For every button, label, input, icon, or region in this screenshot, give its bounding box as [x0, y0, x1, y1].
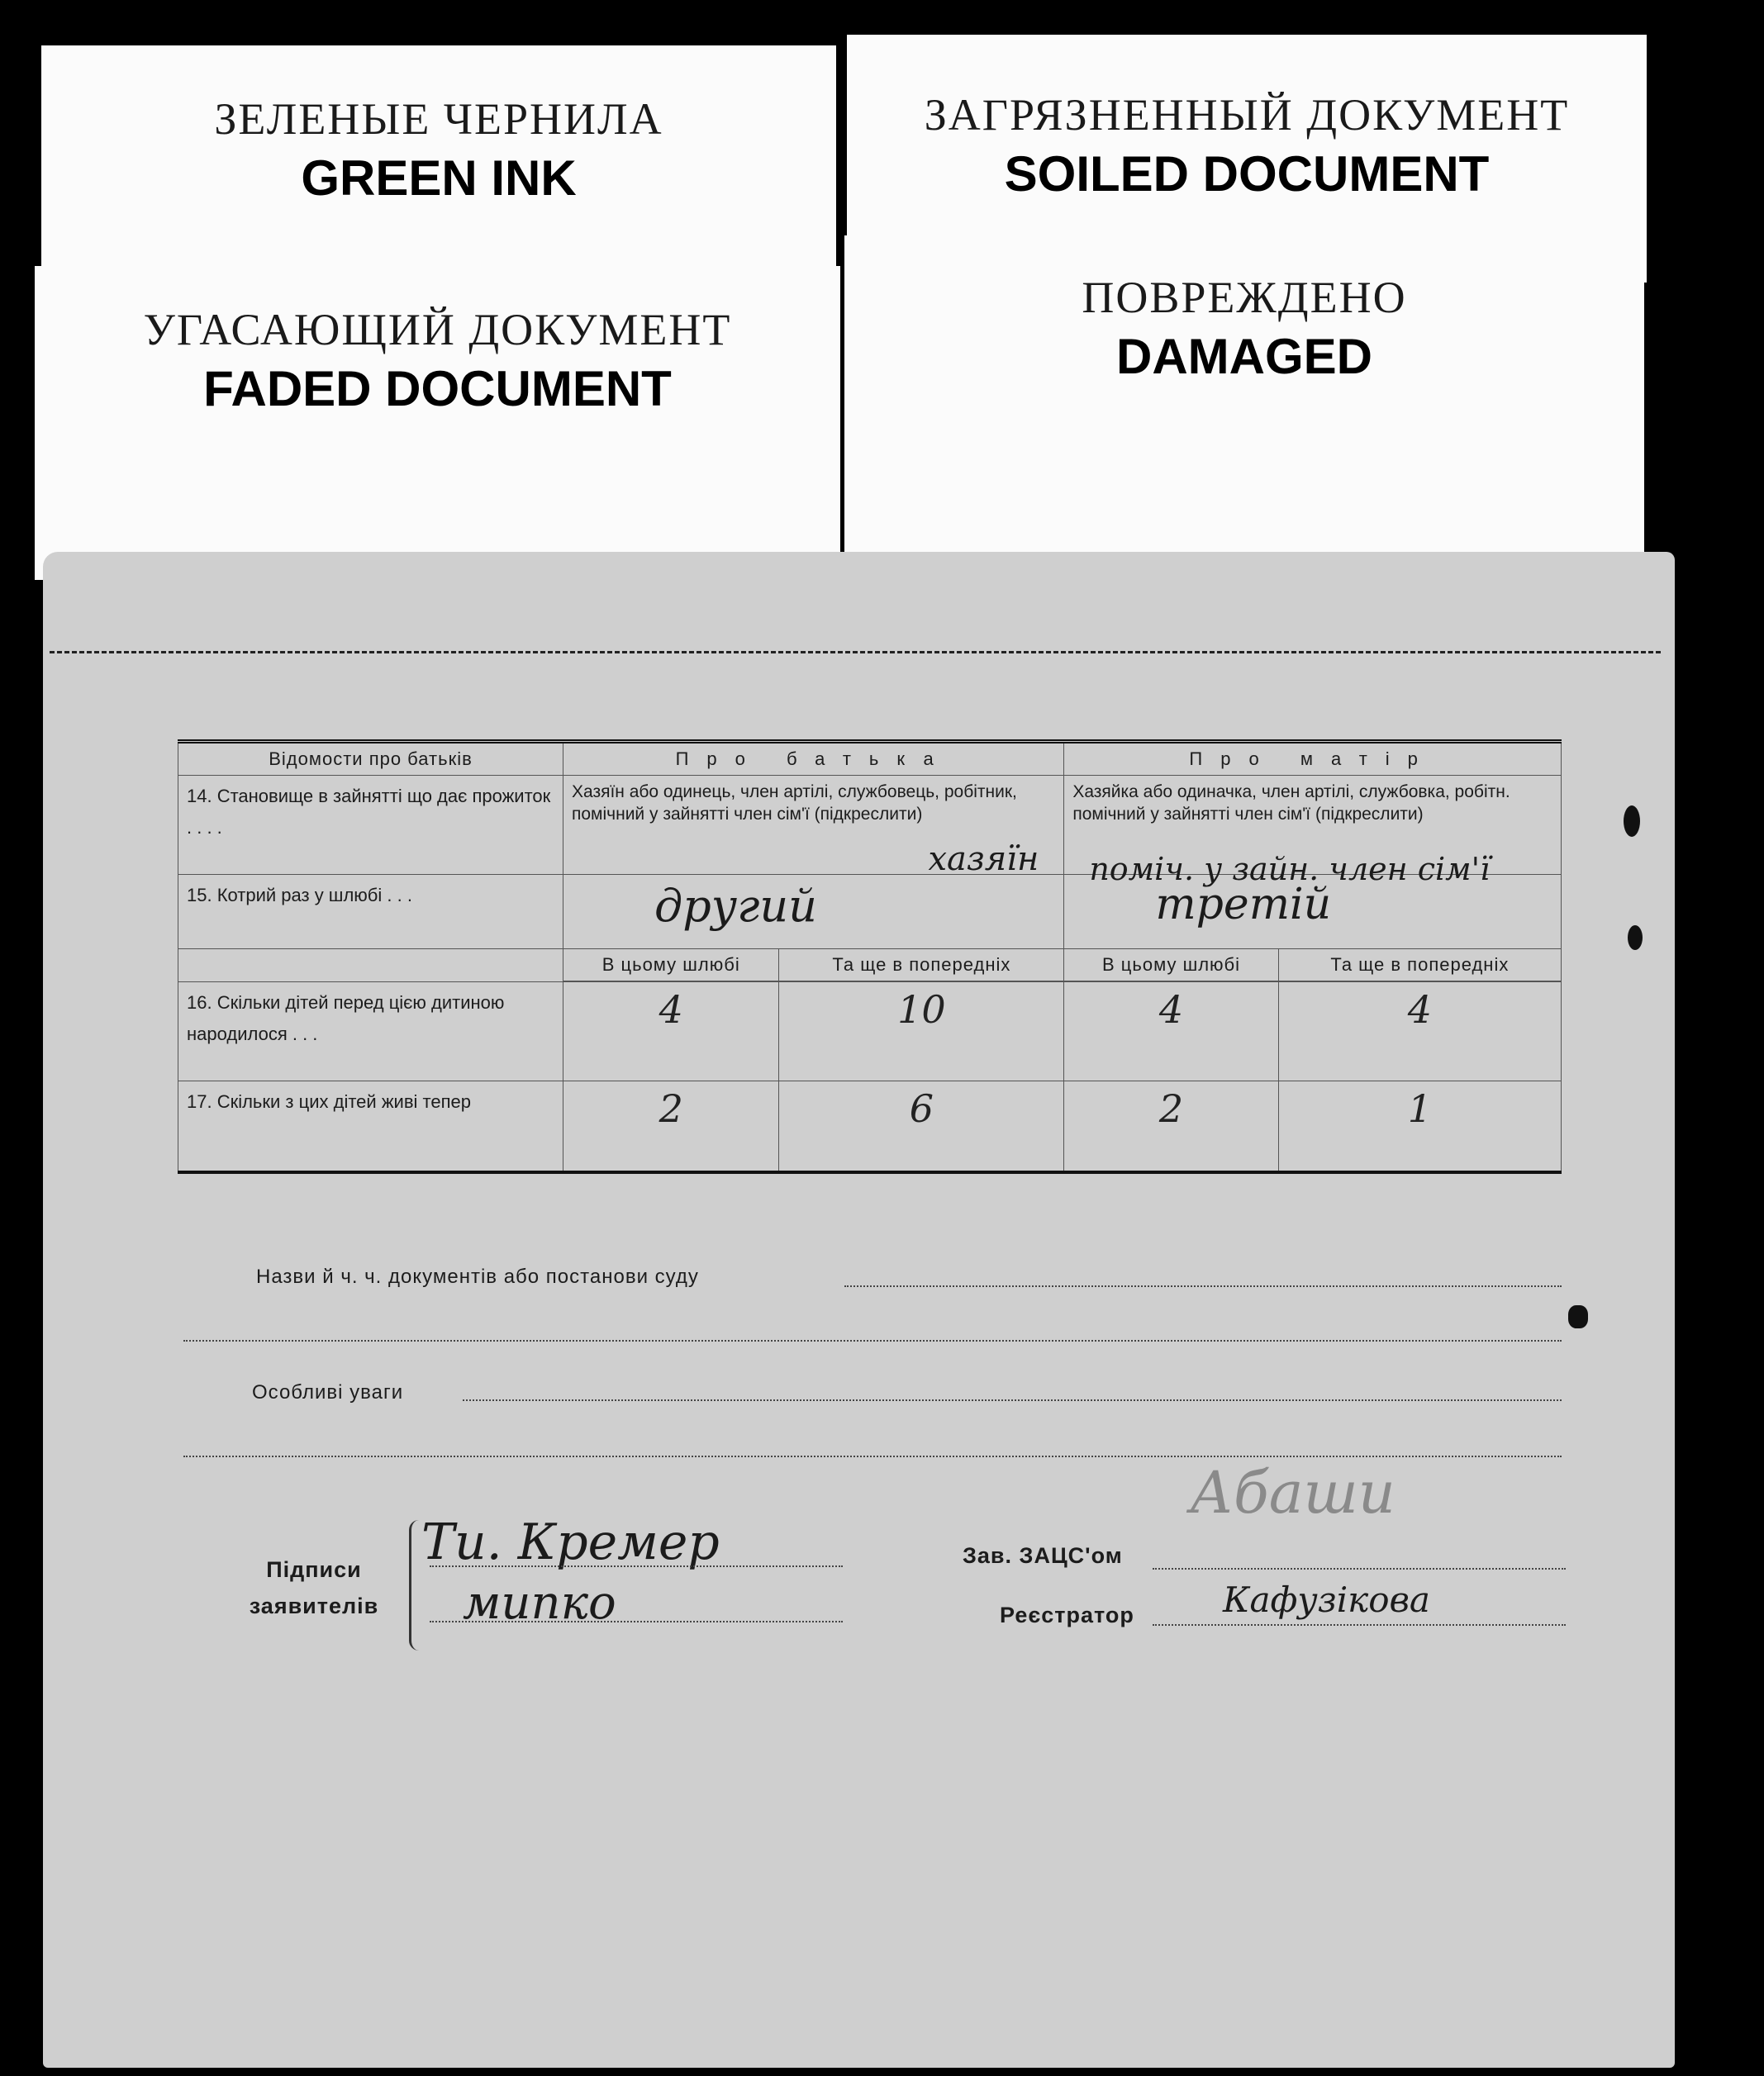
zags-head-signature: Абаши: [1190, 1459, 1396, 1527]
subheader-father-prev: Та ще в попередніх: [779, 949, 1064, 981]
damaged-card: [844, 235, 1644, 566]
header-father: Про батька: [563, 742, 1064, 776]
parents-table: [178, 739, 1562, 1174]
subheader-mother-prev: Та ще в попередніх: [1278, 949, 1561, 981]
soiled-en: SOILED DOCUMENT: [1004, 146, 1490, 202]
damage-hole-1: [1624, 805, 1640, 837]
registrar-line: [1153, 1624, 1566, 1626]
zags-head-label: Зав. ЗАЦС'ом: [963, 1543, 1123, 1568]
subheader-spacer: [178, 949, 563, 982]
row16-father-this: 4: [563, 982, 779, 1081]
damaged-ru: ПОВРЕЖДЕНО: [1082, 273, 1407, 322]
row15-father: [563, 875, 1064, 949]
row16-mother-prev: 4: [1278, 982, 1561, 1081]
row15-mother: [1064, 875, 1562, 949]
applicant-signature-2: мипко: [463, 1576, 616, 1630]
row15-father-handwriting: другий: [654, 880, 817, 932]
faded-en: FADED DOCUMENT: [203, 361, 672, 416]
header-info: Відомости про батьків: [178, 742, 563, 776]
header-mother: Про матір: [1064, 742, 1562, 776]
green-ink-en: GREEN INK: [301, 150, 577, 206]
applicant-line-2: [430, 1621, 843, 1622]
row16-mother-this: 4: [1064, 982, 1278, 1081]
damage-hole-3: [1568, 1305, 1588, 1328]
row14-mother-options: Хазяйка або одиначка, член артілі, службовка, робітн. помічний у зайнятті член сім'ї (підкреслити): [1072, 782, 1510, 824]
row14-father-handwriting: хазяїн: [928, 840, 1039, 878]
faded-document-card: [35, 266, 840, 580]
row14-mother: [1064, 776, 1562, 887]
zags-head-line: [1153, 1568, 1566, 1570]
damage-hole-2: [1628, 925, 1643, 950]
applicant-line-1: [430, 1565, 843, 1567]
damaged-en: DAMAGED: [1116, 329, 1372, 384]
row17-father-this: 2: [563, 1081, 779, 1172]
faded-ru: УГАСАЮЩИЙ ДОКУМЕНТ: [143, 305, 732, 354]
documents-label: Назви й ч. ч. документів або постанови суду: [256, 1266, 699, 1288]
applicants-signatures-label: Підписи заявителів: [249, 1557, 379, 1618]
row14-mother-handwriting: поміч. у зайн. член сім'ї: [1089, 851, 1491, 887]
documents-line: [844, 1285, 1562, 1287]
subheader-mother-this: В цьому шлюбі: [1064, 949, 1278, 981]
soiled-ru: ЗАГРЯЗНЕННЫЙ ДОКУМЕНТ: [924, 90, 1570, 140]
row16-father-prev: 10: [779, 982, 1064, 1081]
registrar-signature: Кафузікова: [1223, 1580, 1430, 1620]
applicant-signature-1: Ти. Кремер: [421, 1513, 720, 1571]
documents-line-2: [183, 1340, 1562, 1342]
tear-line: [50, 651, 1661, 653]
row14-label: 14. Становище в зайнятті що дає прожиток . . . .: [178, 776, 563, 875]
green-ink-ru: ЗЕЛЕНЫЕ ЧЕРНИЛА: [214, 94, 663, 144]
row16-label: 16. Скільки дітей перед цією дитиною народилося . . .: [178, 982, 563, 1081]
row15-mother-handwriting: третій: [1155, 880, 1332, 929]
subheader-father-this: В цьому шлюбі: [563, 949, 779, 981]
row17-label: 17. Скільки з цих дітей живі тепер: [178, 1081, 563, 1172]
row17-mother-this: 2: [1064, 1081, 1278, 1172]
row17-mother-prev: 1: [1278, 1081, 1561, 1172]
notes-label: Особливі уваги: [252, 1381, 404, 1404]
row14-father: [563, 776, 1064, 878]
row14-father-options: Хазяїн або одинець, член артілі, службовець, робітник, помічний у зайнятті член сім'ї (підкреслити): [572, 782, 1017, 824]
notes-line: [463, 1399, 1562, 1401]
notes-line-2: [183, 1456, 1562, 1457]
registrar-label: Реєстратор: [1000, 1603, 1134, 1627]
row17-father-prev: 6: [779, 1081, 1064, 1172]
row15-label: 15. Котрий раз у шлюбі . . .: [178, 875, 563, 949]
